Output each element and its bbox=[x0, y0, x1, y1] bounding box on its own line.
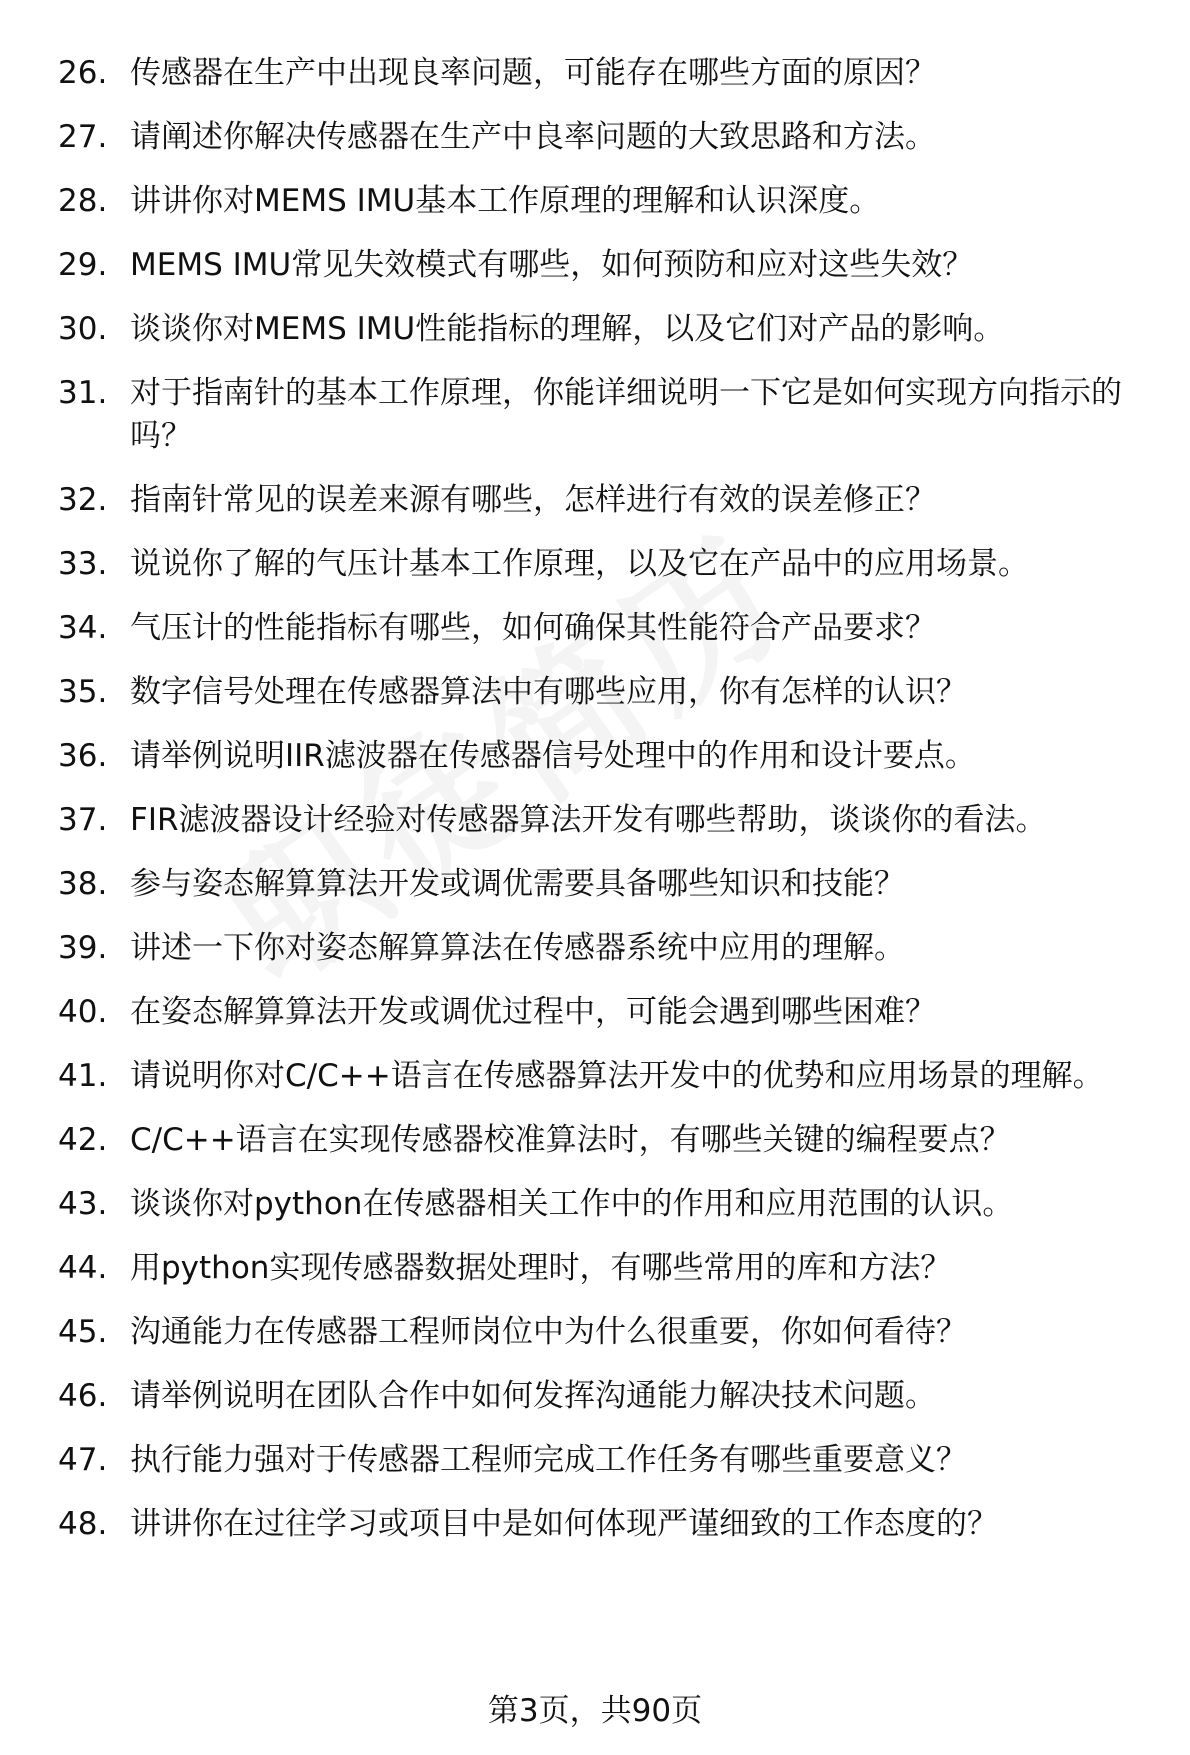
question-item bbox=[0, 308, 1190, 351]
question-text: 谈谈你对python在传感器相关工作中的作用和应用范围的认识。 bbox=[130, 1186, 1014, 1222]
question-number: 30. bbox=[58, 311, 108, 347]
question-number: 36. bbox=[58, 738, 108, 774]
question-text: 传感器在生产中出现良率问题，可能存在哪些方面的原因？ bbox=[130, 55, 936, 91]
question-item bbox=[0, 799, 1190, 842]
question-number: 46. bbox=[58, 1378, 108, 1414]
question-item bbox=[0, 607, 1190, 650]
question-text: 请举例说明在团队合作中如何发挥沟通能力解决技术问题。 bbox=[130, 1378, 936, 1414]
question-text: 参与姿态解算算法开发或调优需要具备哪些知识和技能？ bbox=[130, 866, 905, 902]
question-number: 45. bbox=[58, 1314, 108, 1350]
question-number: 32. bbox=[58, 482, 108, 518]
question-text: 用python实现传感器数据处理时，有哪些常用的库和方法？ bbox=[130, 1250, 952, 1286]
question-number: 48. bbox=[58, 1506, 108, 1542]
question-item bbox=[0, 1311, 1190, 1354]
question-text: 讲讲你对MEMS IMU基本工作原理的理解和认识深度。 bbox=[130, 183, 881, 219]
question-number: 43. bbox=[58, 1186, 108, 1222]
question-number: 31. bbox=[58, 375, 108, 411]
question-text: 请阐述你解决传感器在生产中良率问题的大致思路和方法。 bbox=[130, 119, 936, 155]
question-item bbox=[0, 1439, 1190, 1482]
question-number: 34. bbox=[58, 610, 108, 646]
question-item bbox=[0, 543, 1190, 586]
question-item bbox=[0, 671, 1190, 714]
question-text: 执行能力强对于传感器工程师完成工作任务有哪些重要意义？ bbox=[130, 1442, 967, 1478]
question-item bbox=[0, 1183, 1190, 1226]
question-text: C/C++语言在实现传感器校准算法时，有哪些关键的编程要点？ bbox=[130, 1122, 1011, 1158]
question-text: 在姿态解算算法开发或调优过程中，可能会遇到哪些困难？ bbox=[130, 994, 936, 1030]
question-number: 39. bbox=[58, 930, 108, 966]
page-number-label: 第3页，共90页 bbox=[487, 1693, 703, 1729]
question-number: 38. bbox=[58, 866, 108, 902]
question-item bbox=[0, 1503, 1190, 1546]
question-number: 40. bbox=[58, 994, 108, 1030]
question-number: 47. bbox=[58, 1442, 108, 1478]
question-text: 对于指南针的基本工作原理，你能详细说明一下它是如何实现方向指示的吗？ bbox=[130, 375, 1122, 454]
question-item bbox=[0, 479, 1190, 522]
question-item bbox=[0, 927, 1190, 970]
question-item bbox=[0, 735, 1190, 778]
question-item bbox=[0, 1119, 1190, 1162]
question-number: 33. bbox=[58, 546, 108, 582]
question-text: 指南针常见的误差来源有哪些，怎样进行有效的误差修正？ bbox=[130, 482, 936, 518]
question-text: 讲讲你在过往学习或项目中是如何体现严谨细致的工作态度的？ bbox=[130, 1506, 998, 1542]
question-item bbox=[0, 1375, 1190, 1418]
question-item bbox=[0, 244, 1190, 287]
question-item bbox=[0, 372, 1190, 458]
question-text: 数字信号处理在传感器算法中有哪些应用，你有怎样的认识？ bbox=[130, 674, 967, 710]
question-item bbox=[0, 991, 1190, 1034]
question-text: 沟通能力在传感器工程师岗位中为什么很重要，你如何看待？ bbox=[130, 1314, 967, 1350]
question-number: 35. bbox=[58, 674, 108, 710]
question-text: 请举例说明IIR滤波器在传感器信号处理中的作用和设计要点。 bbox=[130, 738, 976, 774]
question-item bbox=[0, 52, 1190, 95]
question-item bbox=[0, 1247, 1190, 1290]
page-footer bbox=[0, 1690, 1190, 1733]
question-text: 气压计的性能指标有哪些，如何确保其性能符合产品要求？ bbox=[130, 610, 936, 646]
question-number: 44. bbox=[58, 1250, 108, 1286]
question-item bbox=[0, 863, 1190, 906]
question-text: MEMS IMU常见失效模式有哪些，如何预防和应对这些失效？ bbox=[130, 247, 974, 283]
question-list bbox=[0, 52, 1190, 1567]
question-number: 27. bbox=[58, 119, 108, 155]
question-number: 26. bbox=[58, 55, 108, 91]
question-text: FIR滤波器设计经验对传感器算法开发有哪些帮助，谈谈你的看法。 bbox=[130, 802, 1047, 838]
question-item bbox=[0, 116, 1190, 159]
question-number: 37. bbox=[58, 802, 108, 838]
question-text: 讲述一下你对姿态解算算法在传感器系统中应用的理解。 bbox=[130, 930, 905, 966]
question-number: 29. bbox=[58, 247, 108, 283]
question-item bbox=[0, 180, 1190, 223]
question-text: 谈谈你对MEMS IMU性能指标的理解，以及它们对产品的影响。 bbox=[130, 311, 1005, 347]
question-number: 41. bbox=[58, 1058, 108, 1094]
question-number: 28. bbox=[58, 183, 108, 219]
question-item bbox=[0, 1055, 1190, 1098]
question-text: 说说你了解的气压计基本工作原理，以及它在产品中的应用场景。 bbox=[130, 546, 1029, 582]
question-number: 42. bbox=[58, 1122, 108, 1158]
question-text: 请说明你对C/C++语言在传感器算法开发中的优势和应用场景的理解。 bbox=[130, 1058, 1104, 1094]
